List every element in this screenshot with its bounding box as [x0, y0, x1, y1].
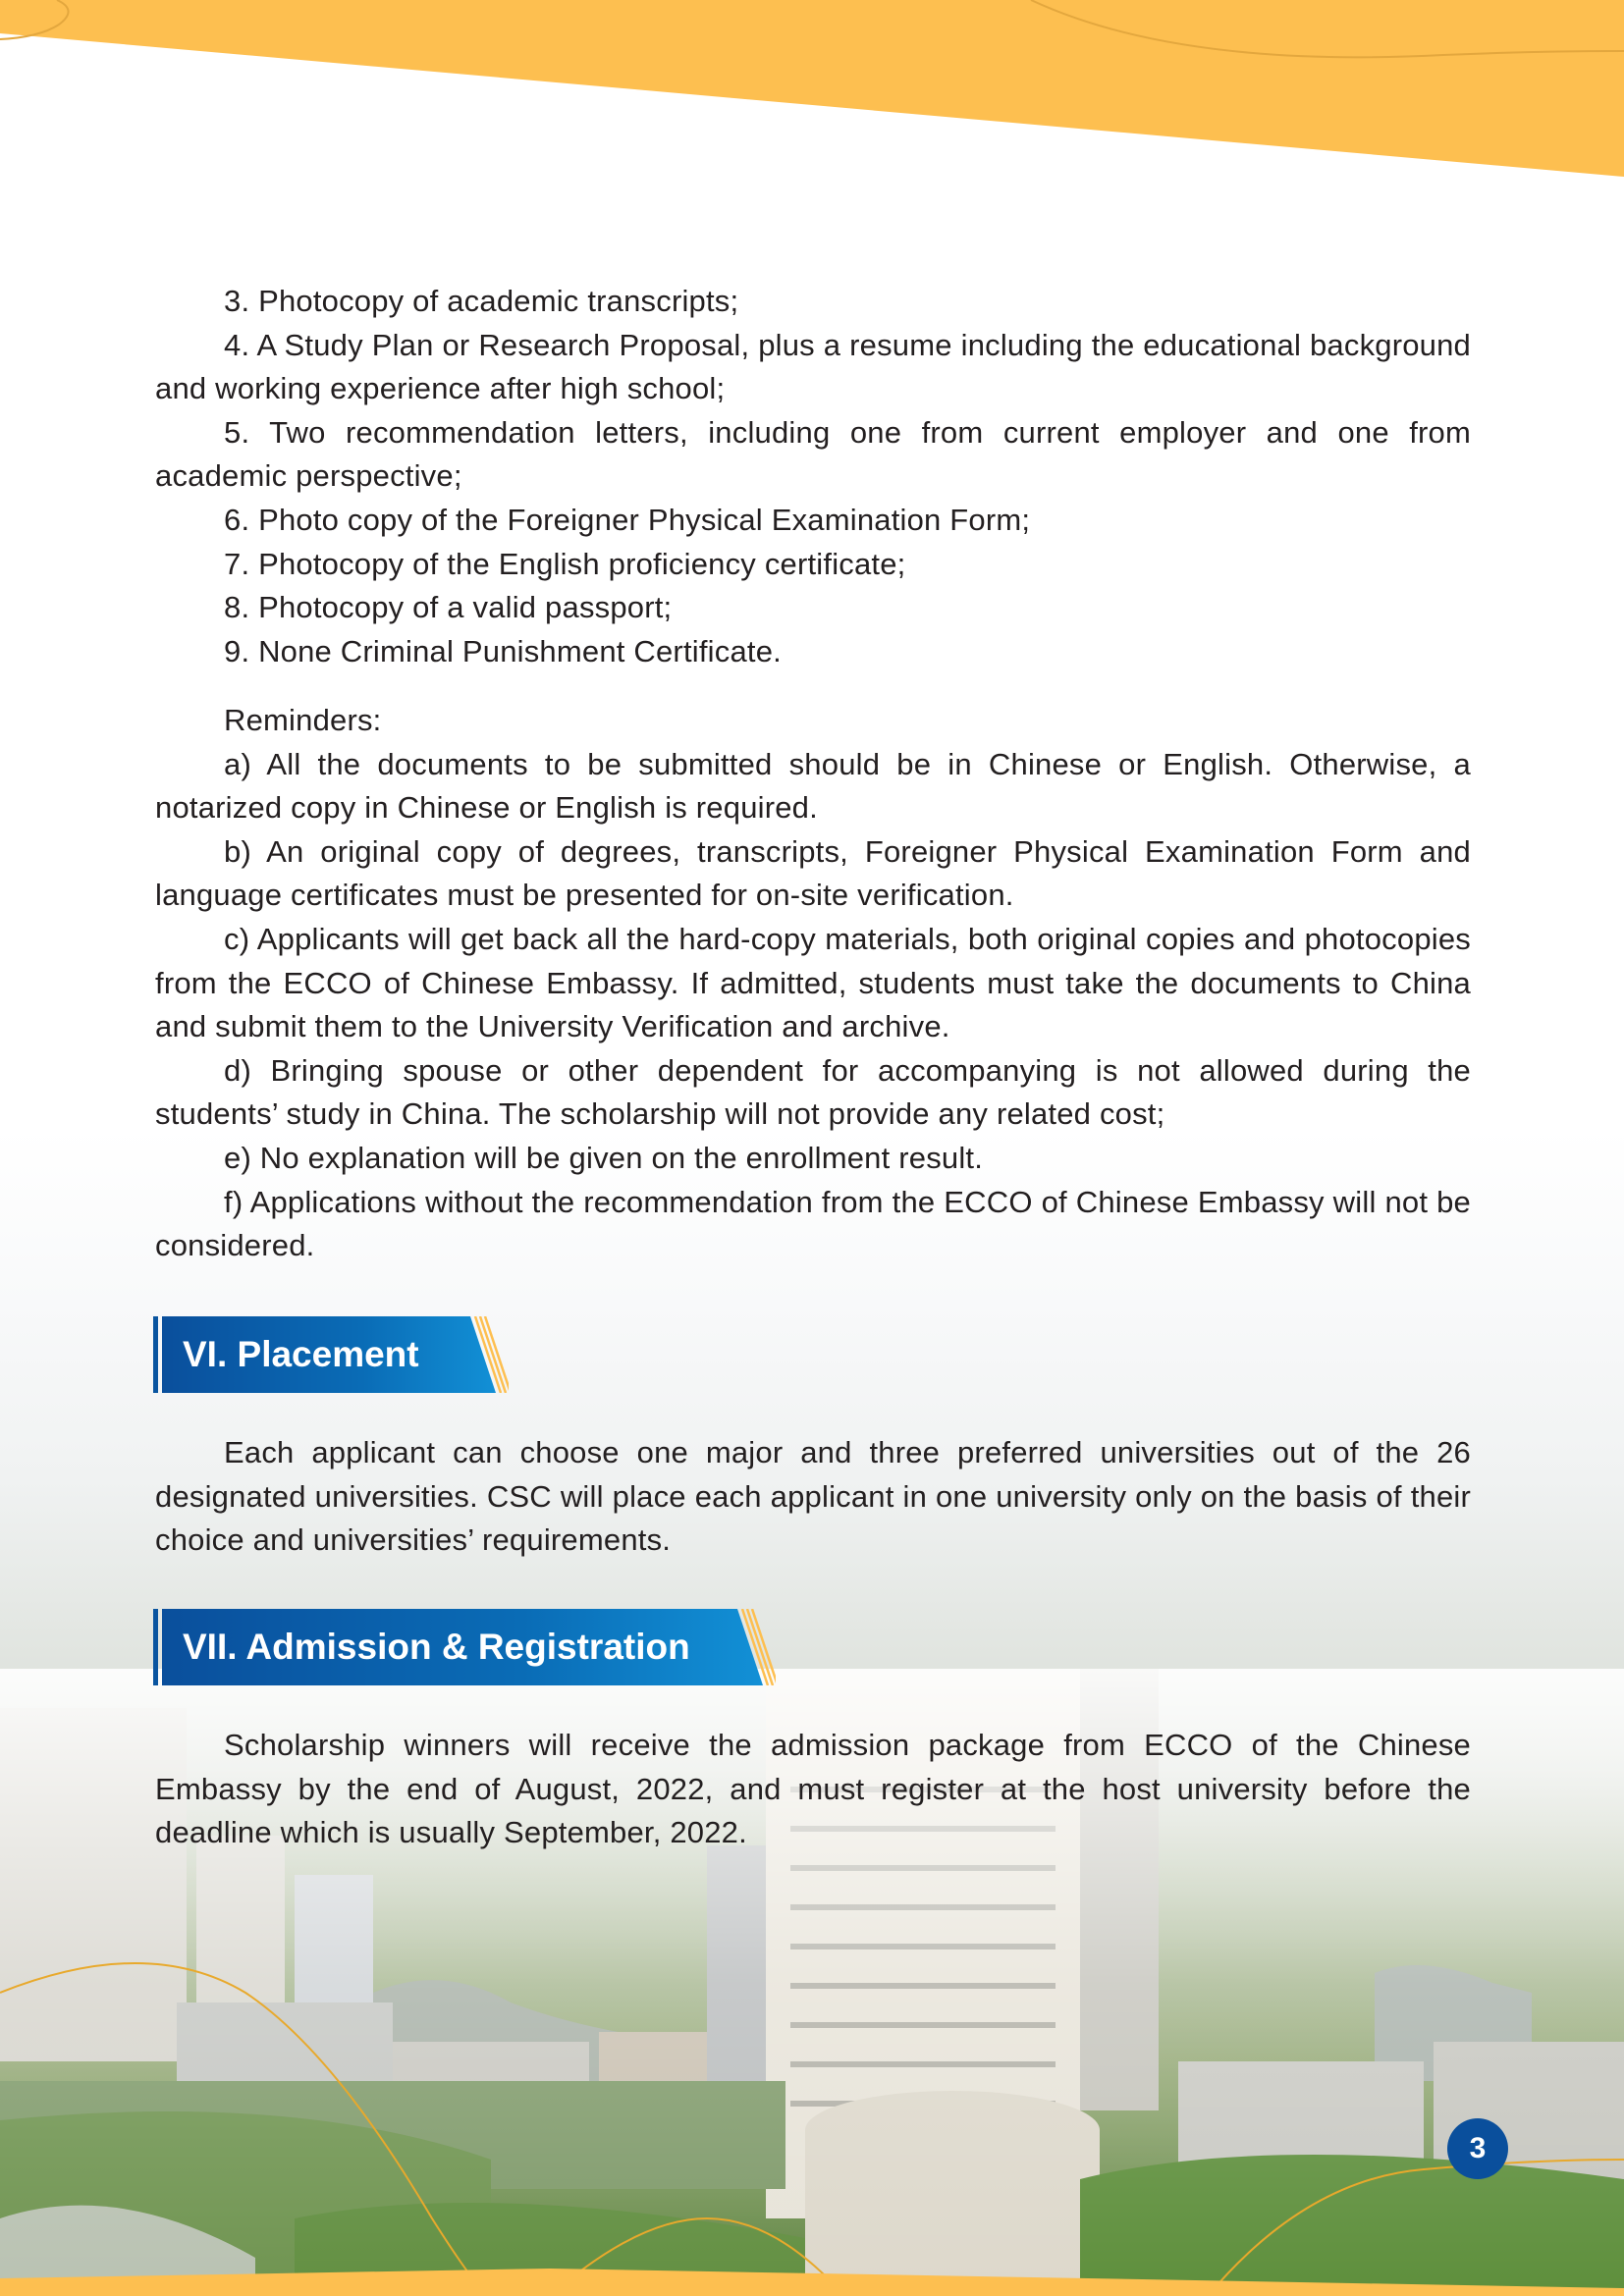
- page-number-badge: 3: [1447, 2118, 1508, 2179]
- reminders-heading: Reminders:: [224, 703, 382, 737]
- section-header-placement: [153, 1316, 521, 1393]
- reminder-item: f) Applications without the recommendation from the ECCO of Chinese Embassy will not be considered.: [155, 1184, 1471, 1263]
- placement-section-body: [155, 1431, 1471, 1563]
- header-accent-bar: [153, 1609, 158, 1685]
- list-item: 6. Photo copy of the Foreigner Physical Examination Form;: [224, 502, 1031, 537]
- list-item: 7. Photocopy of the English proficiency certificate;: [224, 546, 906, 581]
- section-paragraph: Scholarship winners will receive the admission package from ECCO of the Chinese Embassy by the end of August, 2022, and must register at the host university before the deadline which is usually September, 2022.: [155, 1728, 1471, 1850]
- header-accent-bar: [153, 1316, 158, 1393]
- list-item: 8. Photocopy of a valid passport;: [224, 590, 673, 625]
- section-paragraph: Each applicant can choose one major and three preferred universities out of the 26 designated universities. CSC will place each applicant in one university only on the basis of their choice and universities’ requirements.: [155, 1435, 1471, 1558]
- list-item: 4. A Study Plan or Research Proposal, plus a resume including the educational background and working experience after high school;: [155, 327, 1471, 406]
- required-documents-list: [155, 280, 1471, 673]
- section-header-admission-registration: [153, 1609, 782, 1685]
- admission-section-body: [155, 1724, 1471, 1855]
- list-item: 3. Photocopy of academic transcripts;: [224, 284, 739, 318]
- list-item: 5. Two recommendation letters, including one from current employer and one from academic perspective;: [155, 414, 1471, 494]
- reminders-block: [155, 699, 1471, 1268]
- reminder-item: e) No explanation will be given on the enrollment result.: [224, 1140, 984, 1175]
- bottom-decorative-band: [0, 2269, 1624, 2296]
- reminder-item: d) Bringing spouse or other dependent for accompanying is not allowed during the students’ study in China. The scholarship will not provide any related cost;: [155, 1052, 1471, 1132]
- reminder-item: a) All the documents to be submitted should be in Chinese or English. Otherwise, a notarized copy in Chinese or English is required.: [155, 746, 1471, 826]
- top-decorative-band: [0, 0, 1624, 196]
- section-title: VI. Placement: [183, 1334, 419, 1374]
- header-stripes-decoration: [736, 1609, 776, 1685]
- reminder-item: c) Applicants will get back all the hard-copy materials, both original copies and photocopies from the ECCO of Chinese Embassy. If admitted, students must take the documents to China and submit them to the University Verification and archive.: [155, 921, 1471, 1044]
- section-title: VII. Admission & Registration: [183, 1627, 690, 1667]
- header-stripes-decoration: [469, 1316, 509, 1393]
- reminder-item: b) An original copy of degrees, transcripts, Foreigner Physical Examination Form and language certificates must be presented for on-site verification.: [155, 833, 1471, 913]
- list-item: 9. None Criminal Punishment Certificate.: [224, 633, 782, 668]
